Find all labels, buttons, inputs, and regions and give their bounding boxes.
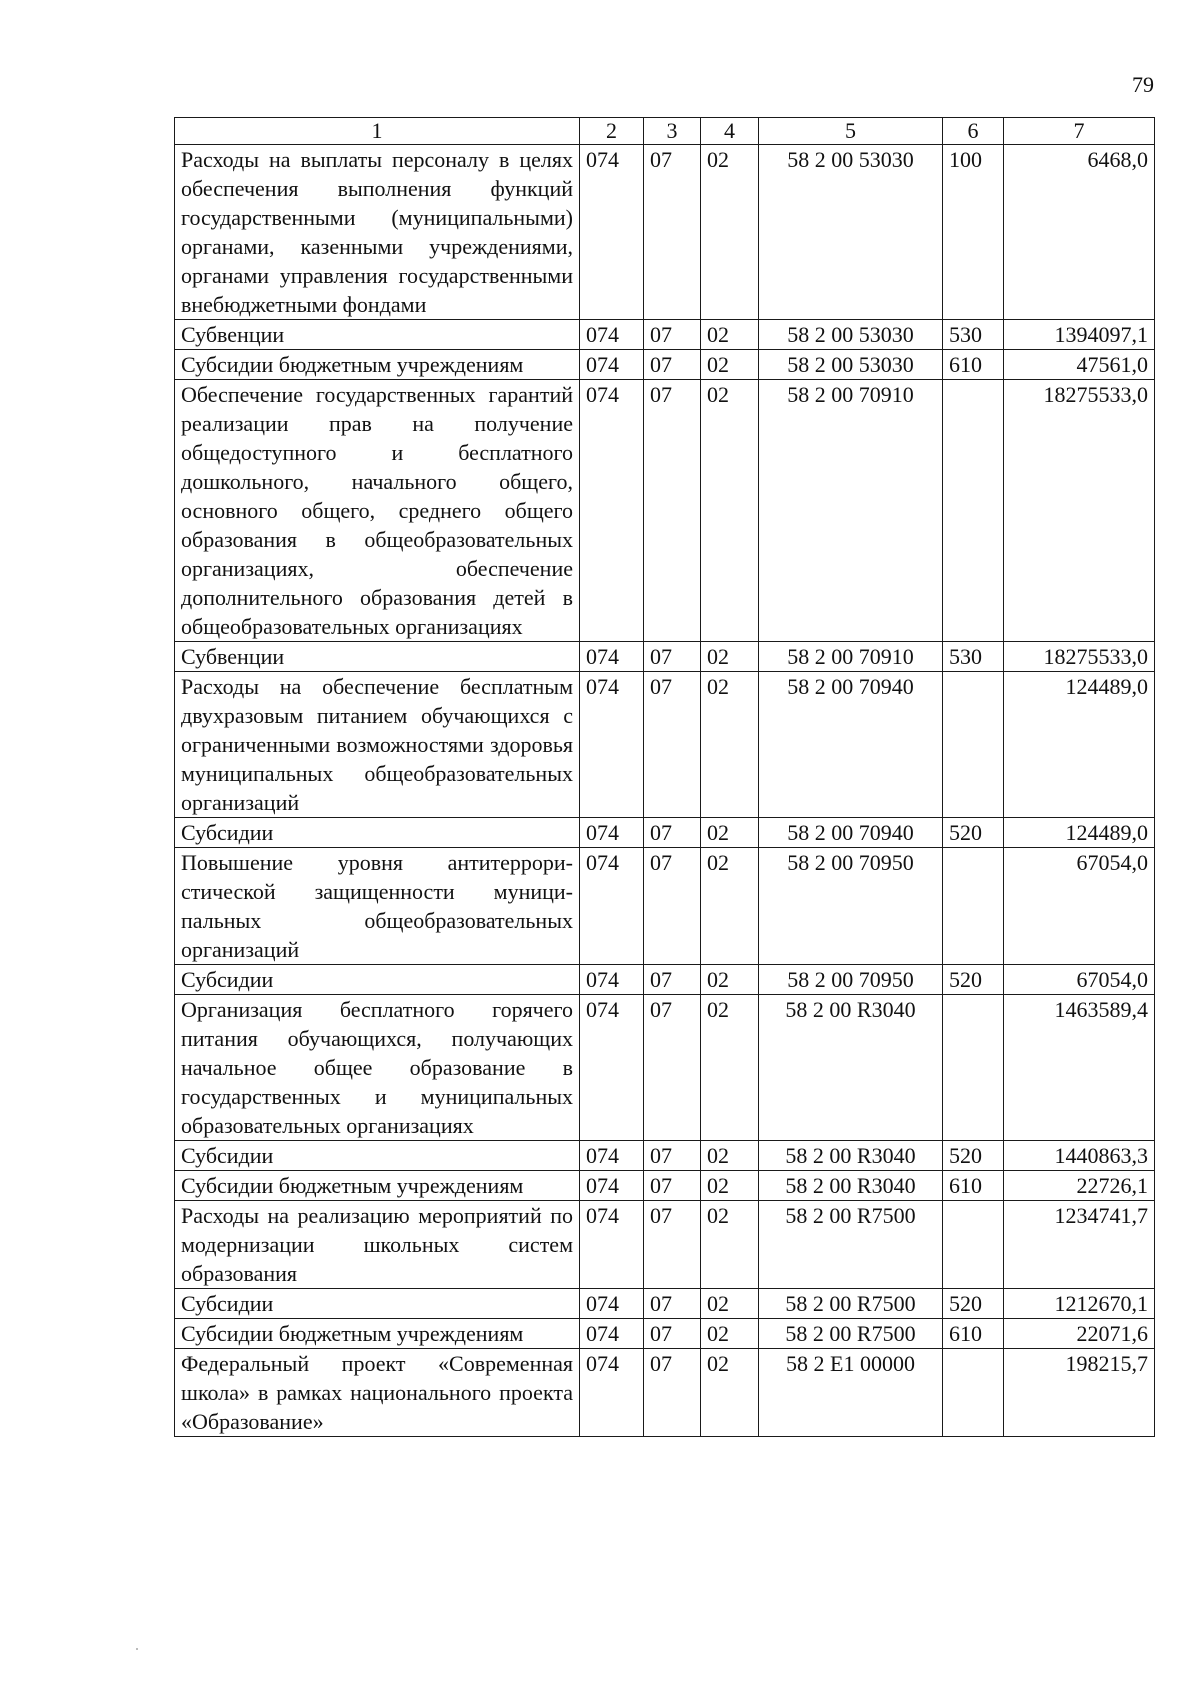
amount-cell: 67054,0 xyxy=(1004,965,1155,995)
table-row xyxy=(175,1171,1155,1201)
amount-cell: 67054,0 xyxy=(1004,848,1155,965)
code-cell-2: 074 xyxy=(580,380,644,642)
description-cell: Обеспечение государственных гарантий реализации прав на получение общедоступного и бесплатного дошкольного, начального общего, основного общего, среднего общего образования в общеобразовательных организациях, обеспечение дополнительного образования детей в общеобразовательных организациях xyxy=(175,380,580,642)
code-cell-2: 074 xyxy=(580,1201,644,1289)
table-header xyxy=(175,118,1155,145)
code-cell-5: 58 2 00 R3040 xyxy=(759,995,943,1141)
code-cell-2: 074 xyxy=(580,145,644,320)
amount-cell: 6468,0 xyxy=(1004,145,1155,320)
column-header-5: 5 xyxy=(759,118,943,145)
table-body xyxy=(175,145,1155,1437)
amount-cell: 22726,1 xyxy=(1004,1171,1155,1201)
code-cell-3: 07 xyxy=(644,350,701,380)
code-cell-5: 58 2 00 70950 xyxy=(759,848,943,965)
code-cell-5: 58 2 00 R7500 xyxy=(759,1289,943,1319)
code-cell-4: 02 xyxy=(701,1349,759,1437)
table-row xyxy=(175,1319,1155,1349)
code-cell-3: 07 xyxy=(644,1201,701,1289)
code-cell-4: 02 xyxy=(701,1319,759,1349)
column-header-3: 3 xyxy=(644,118,701,145)
description-cell: Субсидии xyxy=(175,1289,580,1319)
code-cell-6: 530 xyxy=(943,642,1004,672)
table-row xyxy=(175,350,1155,380)
column-header-4: 4 xyxy=(701,118,759,145)
code-cell-3: 07 xyxy=(644,672,701,818)
code-cell-3: 07 xyxy=(644,320,701,350)
amount-cell: 18275533,0 xyxy=(1004,380,1155,642)
table-row xyxy=(175,848,1155,965)
code-cell-5: 58 2 00 70910 xyxy=(759,380,943,642)
header-row xyxy=(175,118,1155,145)
code-cell-4: 02 xyxy=(701,380,759,642)
table-row xyxy=(175,1201,1155,1289)
code-cell-2: 074 xyxy=(580,818,644,848)
code-cell-6: 520 xyxy=(943,965,1004,995)
table-row xyxy=(175,642,1155,672)
code-cell-3: 07 xyxy=(644,818,701,848)
code-cell-3: 07 xyxy=(644,642,701,672)
code-cell-4: 02 xyxy=(701,350,759,380)
amount-cell: 1440863,3 xyxy=(1004,1141,1155,1171)
code-cell-3: 07 xyxy=(644,1319,701,1349)
code-cell-3: 07 xyxy=(644,1349,701,1437)
page-number: 79 xyxy=(1132,72,1154,97)
code-cell-3: 07 xyxy=(644,1171,701,1201)
code-cell-3: 07 xyxy=(644,1141,701,1171)
code-cell-5: 58 2 00 R3040 xyxy=(759,1171,943,1201)
table-row xyxy=(175,965,1155,995)
code-cell-3: 07 xyxy=(644,145,701,320)
code-cell-2: 074 xyxy=(580,995,644,1141)
code-cell-4: 02 xyxy=(701,145,759,320)
code-cell-5: 58 2 00 70910 xyxy=(759,642,943,672)
amount-cell: 198215,7 xyxy=(1004,1349,1155,1437)
code-cell-2: 074 xyxy=(580,1171,644,1201)
code-cell-3: 07 xyxy=(644,380,701,642)
code-cell-2: 074 xyxy=(580,672,644,818)
code-cell-2: 074 xyxy=(580,642,644,672)
description-cell: Расходы на реализацию мероприятий по модернизации школьных систем образования xyxy=(175,1201,580,1289)
amount-cell: 124489,0 xyxy=(1004,672,1155,818)
code-cell-4: 02 xyxy=(701,320,759,350)
amount-cell: 1212670,1 xyxy=(1004,1289,1155,1319)
code-cell-5: 58 2 00 70940 xyxy=(759,818,943,848)
code-cell-6 xyxy=(943,672,1004,818)
scan-speck xyxy=(136,1648,138,1650)
code-cell-5: 58 2 00 R7500 xyxy=(759,1319,943,1349)
amount-cell: 47561,0 xyxy=(1004,350,1155,380)
table-row xyxy=(175,995,1155,1141)
code-cell-4: 02 xyxy=(701,818,759,848)
code-cell-2: 074 xyxy=(580,1141,644,1171)
code-cell-4: 02 xyxy=(701,965,759,995)
budget-table xyxy=(174,117,1155,1437)
code-cell-6: 610 xyxy=(943,1319,1004,1349)
column-header-2: 2 xyxy=(580,118,644,145)
table-row xyxy=(175,380,1155,642)
code-cell-4: 02 xyxy=(701,1289,759,1319)
code-cell-6: 520 xyxy=(943,1289,1004,1319)
code-cell-6 xyxy=(943,995,1004,1141)
code-cell-2: 074 xyxy=(580,350,644,380)
code-cell-6: 520 xyxy=(943,1141,1004,1171)
code-cell-5: 58 2 00 53030 xyxy=(759,320,943,350)
description-cell: Расходы на выплаты персоналу в целях обеспечения выполнения функций государственными (муниципальными) органами, казенными учреждениями, органами управления государственными внебюджетными фондами xyxy=(175,145,580,320)
table-row xyxy=(175,818,1155,848)
code-cell-5: 58 2 00 53030 xyxy=(759,145,943,320)
table-row xyxy=(175,320,1155,350)
code-cell-2: 074 xyxy=(580,1289,644,1319)
code-cell-3: 07 xyxy=(644,1289,701,1319)
column-header-7: 7 xyxy=(1004,118,1155,145)
code-cell-5: 58 2 00 53030 xyxy=(759,350,943,380)
code-cell-5: 58 2 00 70950 xyxy=(759,965,943,995)
code-cell-5: 58 2 00 70940 xyxy=(759,672,943,818)
description-cell: Субвенции xyxy=(175,320,580,350)
description-cell: Субсидии бюджетным учреждениям xyxy=(175,350,580,380)
code-cell-6: 530 xyxy=(943,320,1004,350)
description-cell: Субсидии xyxy=(175,1141,580,1171)
code-cell-6: 100 xyxy=(943,145,1004,320)
description-cell: Повышение уровня антитеррористической защищенности муниципальных общеобразовательных организаций xyxy=(175,848,580,965)
description-cell: Субсидии бюджетным учреждениям xyxy=(175,1171,580,1201)
code-cell-2: 074 xyxy=(580,965,644,995)
amount-cell: 124489,0 xyxy=(1004,818,1155,848)
table-row xyxy=(175,1289,1155,1319)
amount-cell: 18275533,0 xyxy=(1004,642,1155,672)
code-cell-2: 074 xyxy=(580,1349,644,1437)
description-cell: Расходы на обеспечение бесплатным двухразовым питанием обучающихся с ограниченными возможностями здоровья муниципальных общеобразовательных организаций xyxy=(175,672,580,818)
code-cell-4: 02 xyxy=(701,672,759,818)
code-cell-4: 02 xyxy=(701,1201,759,1289)
code-cell-4: 02 xyxy=(701,642,759,672)
description-cell: Организация бесплатного горячего питания обучающихся, получающих начальное общее образование в государственных и муниципальных образовательных организациях xyxy=(175,995,580,1141)
code-cell-2: 074 xyxy=(580,848,644,965)
column-header-1: 1 xyxy=(175,118,580,145)
amount-cell: 1394097,1 xyxy=(1004,320,1155,350)
description-cell: Субвенции xyxy=(175,642,580,672)
code-cell-3: 07 xyxy=(644,965,701,995)
code-cell-3: 07 xyxy=(644,848,701,965)
code-cell-2: 074 xyxy=(580,320,644,350)
table-row xyxy=(175,145,1155,320)
code-cell-6 xyxy=(943,380,1004,642)
code-cell-5: 58 2 00 R7500 xyxy=(759,1201,943,1289)
code-cell-6: 610 xyxy=(943,1171,1004,1201)
code-cell-2: 074 xyxy=(580,1319,644,1349)
table-row xyxy=(175,1349,1155,1437)
table-row xyxy=(175,672,1155,818)
code-cell-4: 02 xyxy=(701,848,759,965)
description-cell: Субсидии xyxy=(175,965,580,995)
column-header-6: 6 xyxy=(943,118,1004,145)
code-cell-4: 02 xyxy=(701,1171,759,1201)
description-cell: Федеральный проект «Современная школа» в рамках национального проекта «Образование» xyxy=(175,1349,580,1437)
code-cell-4: 02 xyxy=(701,1141,759,1171)
code-cell-6 xyxy=(943,1349,1004,1437)
amount-cell: 1234741,7 xyxy=(1004,1201,1155,1289)
description-cell: Субсидии бюджетным учреждениям xyxy=(175,1319,580,1349)
description-cell: Субсидии xyxy=(175,818,580,848)
code-cell-6 xyxy=(943,1201,1004,1289)
code-cell-6 xyxy=(943,848,1004,965)
amount-cell: 22071,6 xyxy=(1004,1319,1155,1349)
code-cell-6: 520 xyxy=(943,818,1004,848)
code-cell-3: 07 xyxy=(644,995,701,1141)
code-cell-5: 58 2 00 R3040 xyxy=(759,1141,943,1171)
table-row xyxy=(175,1141,1155,1171)
code-cell-5: 58 2 E1 00000 xyxy=(759,1349,943,1437)
code-cell-4: 02 xyxy=(701,995,759,1141)
code-cell-6: 610 xyxy=(943,350,1004,380)
amount-cell: 1463589,4 xyxy=(1004,995,1155,1141)
